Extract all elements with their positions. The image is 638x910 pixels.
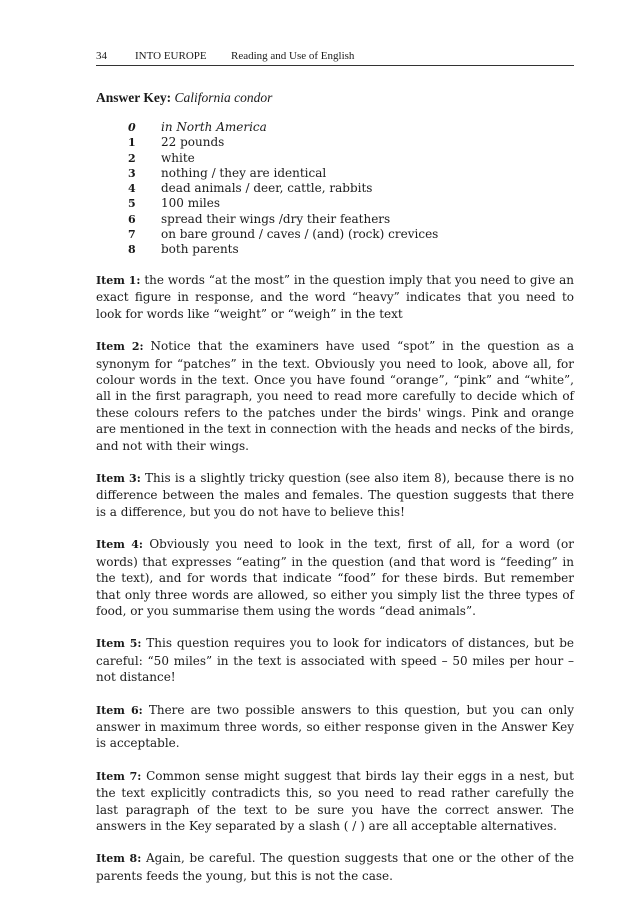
answer-key-label: Answer Key: (96, 90, 172, 105)
answer-number: 2 (128, 151, 136, 165)
answer-number: 1 (128, 136, 136, 150)
answer-text: nothing / they are identical (161, 165, 327, 180)
item-explanation (96, 850, 574, 884)
answer-row (128, 151, 568, 166)
item-text: This question requires you to look for indicators of distances, but be careful: “50 miles” in the text is associated with speed – 50 miles per hour – not distance! (96, 636, 574, 685)
item-text: Common sense might suggest that birds lay their eggs in a nest, but the text explicitly contradicts this, so you need to read rather carefully the last paragraph of the text to be sure you have the correct answer. The answers in the Key separated by a slash ( / ) are all acceptable alternatives. (96, 768, 574, 833)
answer-number: 7 (128, 228, 136, 242)
answer-row (128, 242, 568, 257)
answer-list (128, 120, 568, 258)
item-label: Item 3: (96, 472, 141, 486)
item-text: the words “at the most” in the question imply that you need to give an exact figure in response, and the word “heavy” indicates that you need to look for words like “weight” or “weigh” in the text (96, 273, 574, 321)
item-explanation (96, 338, 574, 454)
answer-number: 5 (128, 197, 136, 211)
book-title: INTO EUROPE (135, 50, 207, 62)
answer-row (128, 166, 568, 181)
item-label: Item 4: (96, 538, 143, 552)
answer-text: white (161, 150, 195, 165)
page-number: 34 (96, 50, 107, 62)
answer-row (128, 181, 568, 196)
item-label: Item 7: (96, 769, 142, 783)
answer-key-heading (96, 90, 272, 106)
answer-text: 22 pounds (161, 135, 225, 150)
item-text: Again, be careful. The question suggests that one or the other of the parents feeds the young, but this is not the case. (96, 851, 574, 883)
item-text: There are two possible answers to this question, but you can only answer in maximum three words, so either response given in the Answer Key is acceptable. (96, 702, 574, 751)
answer-row (128, 196, 568, 211)
answer-text: on bare ground / caves / (and) (rock) crevices (161, 227, 439, 242)
answer-row (128, 227, 568, 242)
answer-text: in North America (161, 120, 267, 134)
answer-row (128, 212, 568, 227)
item-explanations (96, 272, 574, 900)
answer-number: 8 (128, 243, 136, 257)
item-explanation (96, 536, 574, 619)
item-label: Item 2: (96, 340, 144, 354)
answer-text: dead animals / deer, cattle, rabbits (161, 181, 373, 196)
item-text: Notice that the examiners have used “spot” in the question as a synonym for “patches” in the text. Obviously you need to look, above all, for colour words in the text. Once you have found “orange”, “pink” and “white”, all in the first paragraph, you need to read more carefully to decide which of these colours refers to the patches under the birds' wings. Pink and orange are mentioned in the text in connection with the heads and necks of the birds, and not with their wings. (96, 339, 574, 453)
answer-number: 6 (128, 212, 136, 226)
item-explanation (96, 470, 574, 520)
item-label: Item 1: (96, 274, 141, 287)
answer-number: 4 (128, 182, 136, 196)
section-title: Reading and Use of English (231, 50, 355, 62)
running-header (96, 47, 574, 66)
answer-number: 3 (128, 166, 136, 180)
answer-key-title: California condor (174, 90, 273, 105)
answer-text: both parents (161, 242, 239, 257)
item-explanation (96, 702, 574, 752)
answer-text: spread their wings /dry their feathers (161, 211, 391, 226)
item-explanation (96, 635, 574, 685)
item-text: Obviously you need to look in the text, first of all, for a word (or words) that expresses “eating” in the question (and that word is “feeding” in the text), and for words that indicate “food” for these birds. But remember that only three words are allowed, so either you simply list the three types of food, or you summarise them using the words “dead animals”. (96, 537, 574, 618)
item-text: This is a slightly tricky question (see also item 8), because there is no difference between the males and females. The question suggests that there is a difference, but you do not have to believe this! (96, 471, 574, 519)
item-label: Item 8: (96, 852, 142, 866)
item-explanation (96, 768, 574, 835)
answer-text: 100 miles (161, 196, 221, 211)
item-label: Item 5: (96, 637, 142, 651)
answer-row (128, 135, 568, 150)
answer-number: 0 (128, 121, 136, 134)
item-explanation (96, 272, 574, 322)
answer-row (128, 120, 568, 135)
item-label: Item 6: (96, 703, 143, 717)
